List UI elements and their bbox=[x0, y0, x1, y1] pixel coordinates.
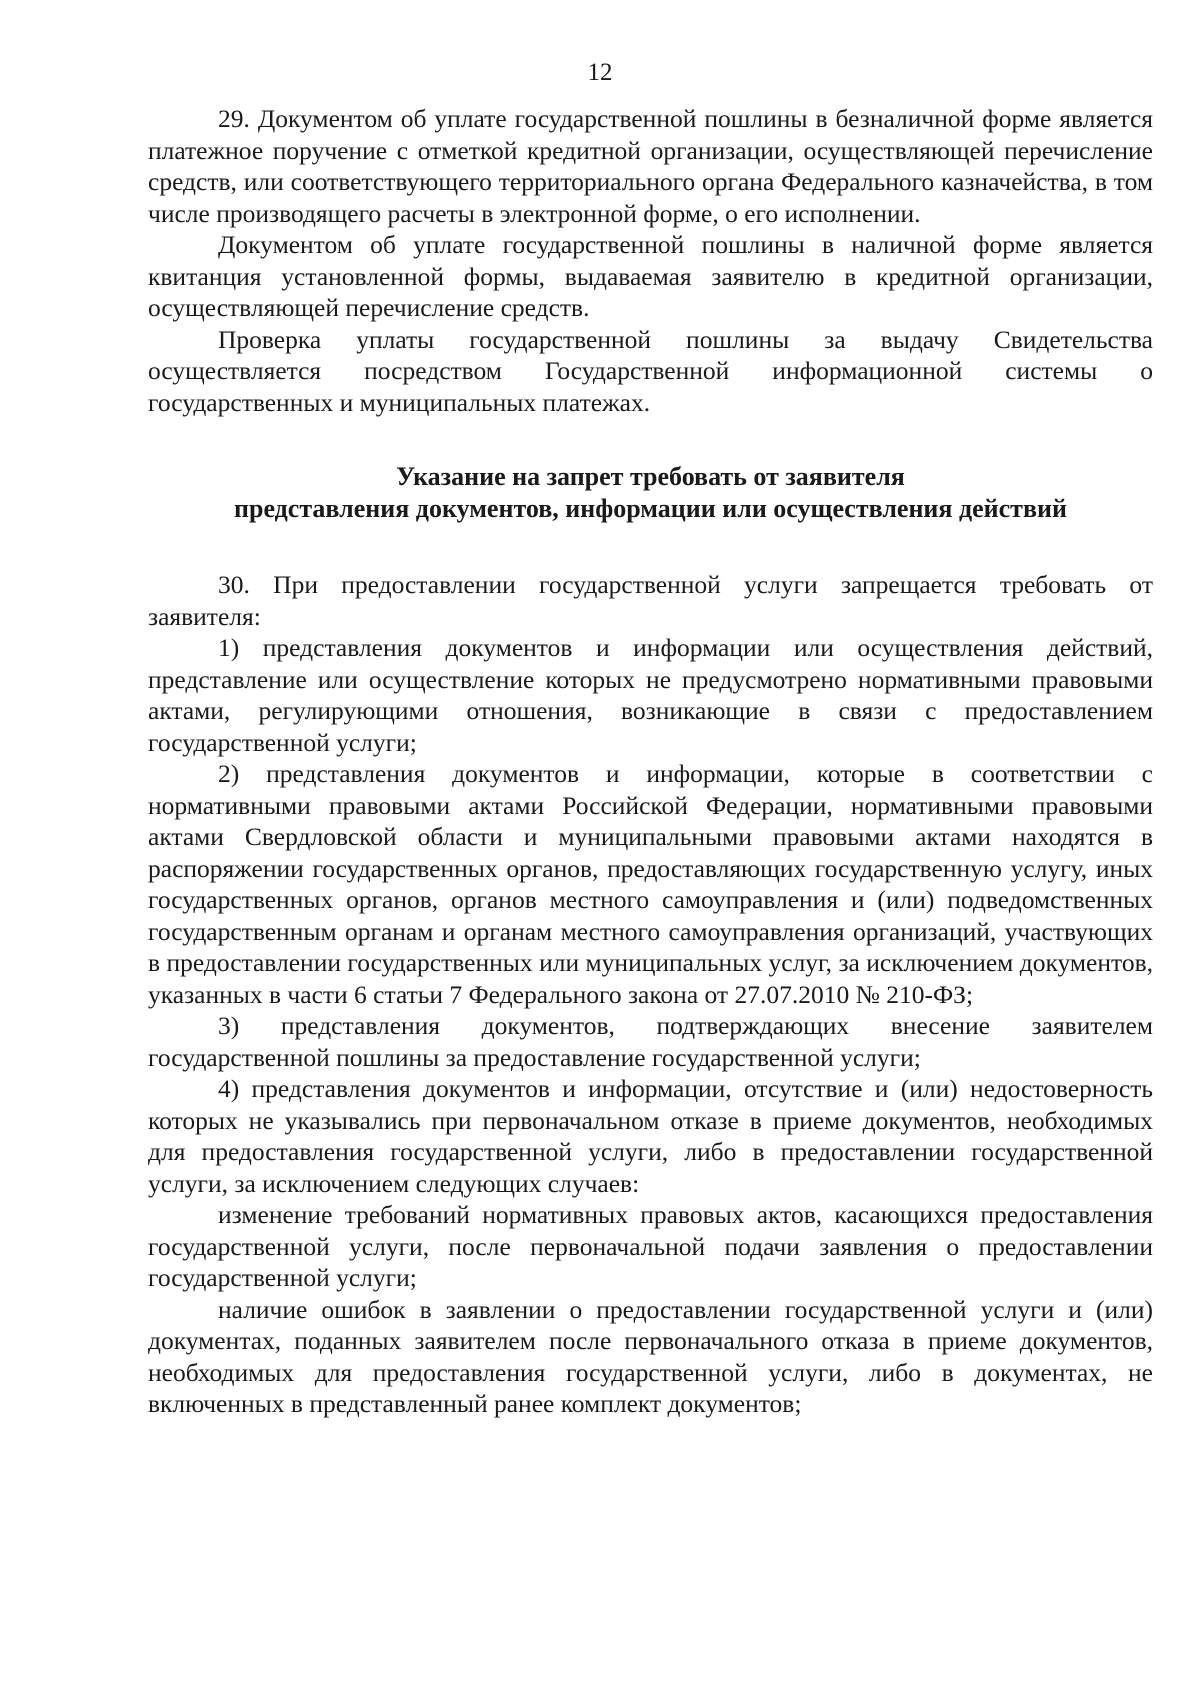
exception-case-1: изменение требований нормативных правовых актов, касающихся предоставления государственной услуги, после первоначальной подачи заявления о предоставлении государственной услуги; bbox=[148, 1200, 1153, 1292]
paragraph-cash-payment-document: Документом об уплате государственной пошлины в наличной форме является квитанция установленной формы, выдаваемая заявителю в кредитной организации, осуществляющей перечисление средств. bbox=[148, 230, 1153, 322]
exception-case-2: наличие ошибок в заявлении о предоставлении государственной услуги и (или) документах, поданных заявителем после первоначального отказа в приеме документов, необходимых для предоставления государственной услуги, либо в документах, не включенных в представленный ранее комплект документов; bbox=[148, 1294, 1153, 1418]
section-heading-line-2: представления документов, информации или осуществления действий bbox=[234, 494, 1067, 523]
list-item-4: 4) представления документов и информации, отсутствие и (или) недостоверность которых не указывались при первоначальном отказе в приеме документов, необходимых для предоставления государственной услуги, либо в предоставлении государственной услуги, за исключением следующих случаев: bbox=[148, 1074, 1153, 1198]
paragraph-30-intro: 30. При предоставлении государственной услуги запрещается требовать от заявителя: bbox=[148, 570, 1153, 631]
list-item-3: 3) представления документов, подтверждающих внесение заявителем государственной пошлины за предоставление государственной услуги; bbox=[148, 1011, 1153, 1072]
paragraph-payment-verification: Проверка уплаты государственной пошлины за выдачу Свидетельства осуществляется посредством Государственной информационной системы о государственных и муниципальных платежах. bbox=[148, 324, 1153, 417]
list-item-1: 1) представления документов и информации или осуществления действий, представление или осуществление которых не предусмотрено нормативными правовыми актами, регулирующими отношения, возникающие в связи с предоставлением государственной услуги; bbox=[148, 633, 1153, 757]
list-item-2: 2) представления документов и информации, которые в соответствии с нормативными правовыми актами Российской Федерации, нормативными правовыми актами Свердловской области и муниципальными правовыми актами находятся в распоряжении государственных органов, предоставляющих государственную услугу, иных государственных органов, органов местного самоуправления и (или) подведомственных государственным органам и органам местного самоуправления организаций, участвующих в предоставлении государственных или муниципальных услуг, за исключением документов, указанных в части 6 статьи 7 Федерального закона от 27.07.2010 № 210-ФЗ; bbox=[148, 759, 1153, 1009]
document-body bbox=[148, 103, 1153, 1420]
section-heading bbox=[148, 461, 1153, 525]
page-number: 12 bbox=[587, 59, 613, 86]
paragraph-29-payment-document: 29. Документом об уплате государственной пошлины в безналичной форме является платежное поручение с отметкой кредитной организации, осуществляющей перечисление средств, или соответствующего территориального органа Федерального казначейства, в том числе производящего расчеты в электронной форме, о его исполнении. bbox=[148, 104, 1153, 228]
section-heading-line-1: Указание на запрет требовать от заявителя bbox=[396, 462, 905, 491]
